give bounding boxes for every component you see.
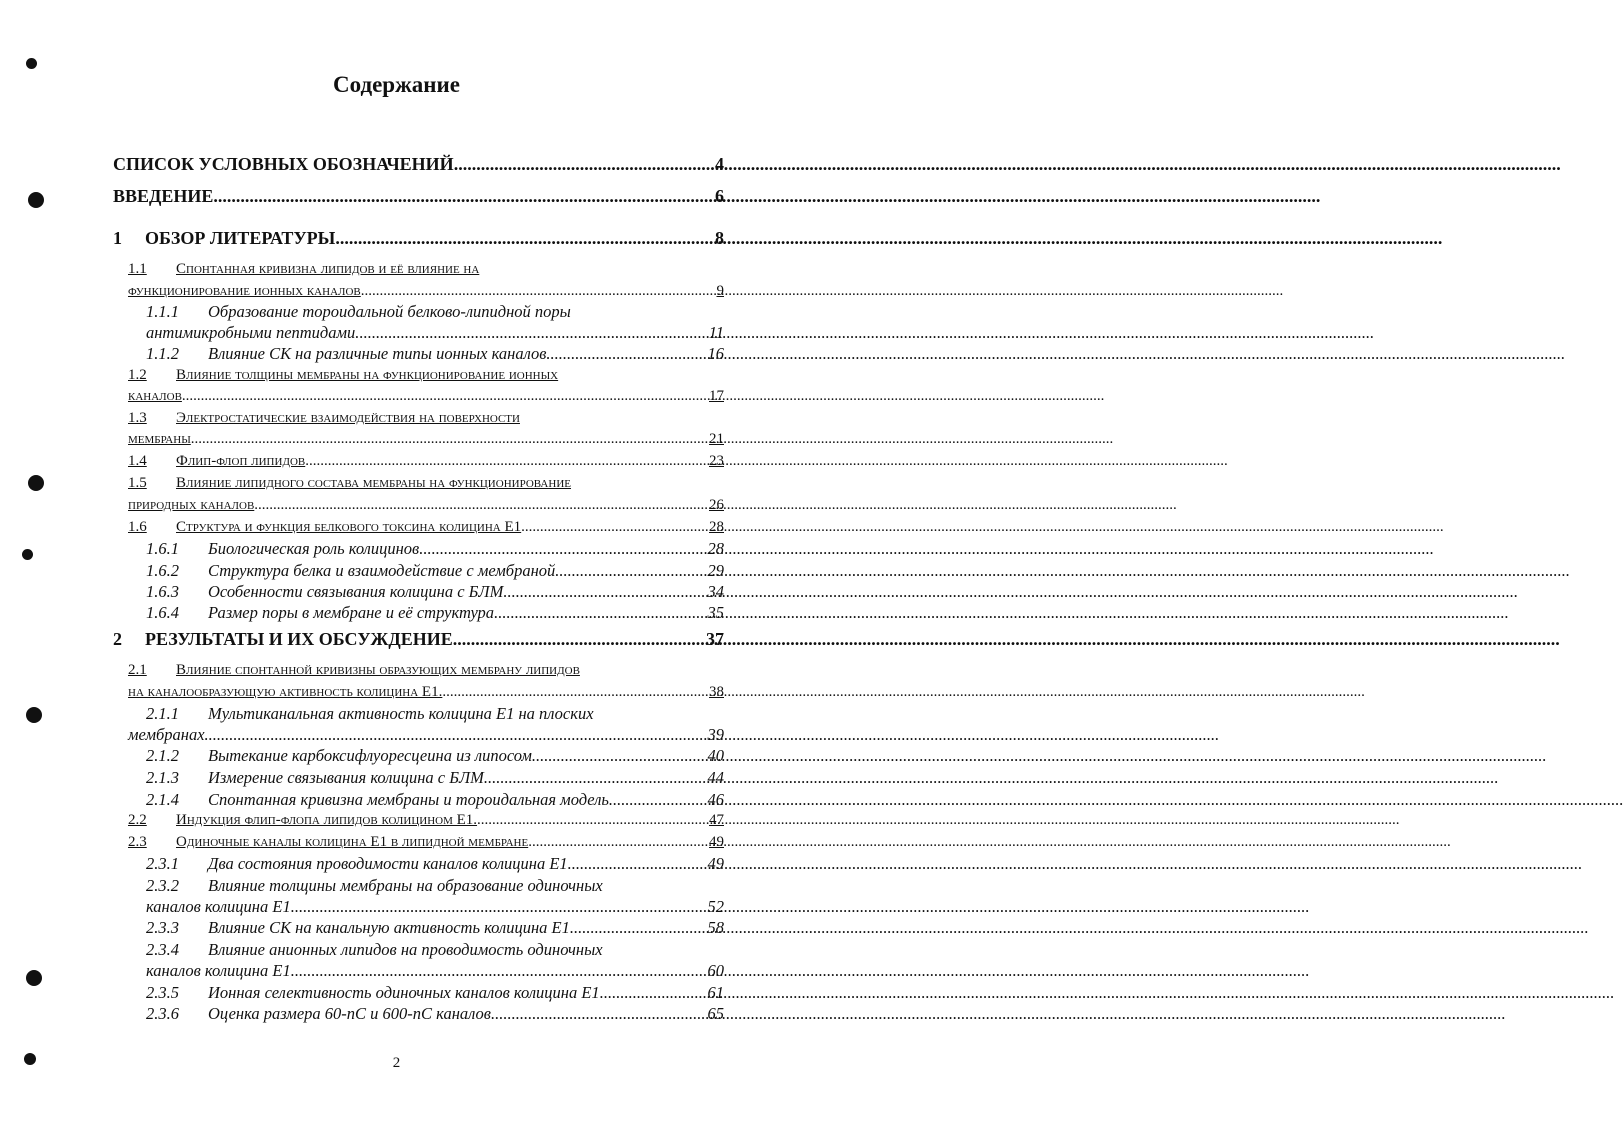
toc-leader xyxy=(494,602,707,623)
toc-entry-title: Флип-флоп липидов xyxy=(176,453,306,469)
toc-entry-number: 2.2 xyxy=(128,812,147,828)
toc-page: 40 xyxy=(707,746,724,765)
toc-entry-number: 1.1 xyxy=(128,261,147,277)
toc-entry-number: 1.6.4 xyxy=(146,603,179,622)
toc-entry-title: антимикробными пептидами. xyxy=(146,323,360,342)
toc-entry-number: 2.3.6 xyxy=(146,1004,179,1023)
toc-leader xyxy=(609,789,708,810)
toc-entry-number: 1.6.2 xyxy=(146,561,179,580)
toc-leader xyxy=(205,724,708,745)
toc-entry-title: Влияние анионных липидов на проводимость одиночных xyxy=(208,940,603,959)
toc-page: 21 xyxy=(709,431,724,447)
toc-entry-title: Особенности связывания колицина с БЛМ xyxy=(208,582,504,601)
toc-entry-number: 2.3.2 xyxy=(146,876,179,895)
toc-entry-number: 2.1 xyxy=(128,662,147,678)
toc-entry-number: 1.4 xyxy=(128,453,147,469)
toc-entry-number: 1.1.2 xyxy=(146,344,179,363)
toc-entry-title: Влияние спонтанной кривизны образующих мембрану липидов xyxy=(176,662,580,678)
toc-entry-number: 2.3 xyxy=(128,834,147,850)
toc-entry-title: Два состояния проводимости каналов колицина Е1 xyxy=(208,854,568,873)
toc-entry[interactable] xyxy=(128,810,724,831)
toc-entry-number: 1.2 xyxy=(128,367,147,383)
toc-page: 37 xyxy=(706,629,724,649)
toc-entry-continuation[interactable] xyxy=(128,495,724,516)
toc-leader xyxy=(503,581,707,602)
toc-page: 35 xyxy=(707,603,724,622)
toc-entry[interactable] xyxy=(128,451,724,472)
toc-leader xyxy=(521,517,709,538)
toc-entry-title: Влияние СК на различные типы ионных каналов. xyxy=(208,344,551,363)
toc-entry-title: мембраны xyxy=(128,431,191,447)
toc-entry-number: 1.6 xyxy=(128,519,147,535)
toc-entry-continuation[interactable] xyxy=(128,386,724,407)
toc-leader xyxy=(182,386,709,407)
toc-entry-number: 1.3 xyxy=(128,410,147,426)
toc-entry[interactable] xyxy=(146,538,724,559)
toc-entry[interactable] xyxy=(128,408,520,429)
toc-entry[interactable] xyxy=(113,629,724,650)
toc-entry[interactable] xyxy=(146,853,724,874)
toc-entry[interactable] xyxy=(146,767,724,788)
toc-entry-continuation[interactable] xyxy=(128,429,724,450)
toc-entry-number: 1.5 xyxy=(128,475,147,491)
toc-entry-title: Измерение связывания колицина с БЛМ xyxy=(208,768,484,787)
toc-leader xyxy=(419,538,707,559)
toc-entry-title: Индукция флип-флопа липидов колицином Е1. xyxy=(176,812,478,828)
toc-entry-title: Структура и функция белкового токсина колицина Е1 xyxy=(176,519,522,535)
toc-leader xyxy=(600,982,708,1003)
toc-entry[interactable] xyxy=(146,1003,724,1024)
toc-leader xyxy=(335,228,715,249)
toc-entry[interactable] xyxy=(146,602,724,623)
toc-leader xyxy=(361,281,717,302)
toc-page: 17 xyxy=(709,388,724,404)
toc-entry-number: 2 xyxy=(113,629,122,649)
toc-leader xyxy=(491,1003,708,1024)
toc-entry-title: Влияние СК на канальную активность колицина Е1. xyxy=(208,918,574,937)
toc-entry-title: Вытекание карбоксифлуоресцеина из липосом xyxy=(208,746,532,765)
toc-entry-title: Влияние липидного состава мембраны на функционирование xyxy=(176,475,571,491)
toc-page: 38 xyxy=(709,684,724,700)
toc-entry-title: Одиночные каналы колицина Е1 в липидной мембране xyxy=(176,834,529,850)
toc-entry-continuation[interactable] xyxy=(128,724,724,745)
toc-page: 29 xyxy=(707,561,724,580)
toc-entry-number: 2.3.4 xyxy=(146,940,179,959)
toc-entry[interactable] xyxy=(128,832,724,853)
toc-leader xyxy=(477,810,709,831)
toc-page: 4 xyxy=(715,154,724,174)
toc-entry-number: 2.1.2 xyxy=(146,746,179,765)
toc-entry[interactable] xyxy=(128,473,571,494)
toc-page: 34 xyxy=(707,582,724,601)
table-of-contents xyxy=(0,0,793,1124)
toc-entry[interactable] xyxy=(146,581,724,602)
toc-entry-title: Влияние толщины мембраны на образование одиночных xyxy=(208,876,603,895)
toc-entry[interactable] xyxy=(113,186,724,207)
toc-leader xyxy=(574,917,708,938)
toc-entry-number: 1.1.1 xyxy=(146,302,179,321)
toc-entry-title: Спонтанная кривизна липидов и её влияние на xyxy=(176,261,480,277)
toc-leader xyxy=(532,745,708,766)
toc-entry-continuation[interactable] xyxy=(146,322,724,343)
toc-leader xyxy=(305,451,709,472)
toc-entry-title: Образование тороидальной белково-липидной поры xyxy=(208,302,571,321)
toc-page: 16 xyxy=(707,344,724,363)
toc-entry[interactable] xyxy=(146,982,724,1003)
toc-entry-number: 1.6.1 xyxy=(146,539,179,558)
toc-leader xyxy=(555,560,707,581)
toc-leader xyxy=(568,853,708,874)
toc-entry[interactable] xyxy=(128,365,558,386)
toc-entry-title: Электростатические взаимодействия на поверхности xyxy=(176,410,520,426)
toc-entry[interactable] xyxy=(146,703,594,724)
toc-leader xyxy=(213,186,715,207)
toc-leader xyxy=(191,429,709,450)
toc-leader xyxy=(551,343,708,364)
toc-entry[interactable] xyxy=(146,301,571,322)
toc-entry[interactable] xyxy=(146,789,724,810)
toc-entry-continuation[interactable] xyxy=(146,896,724,917)
toc-page: 26 xyxy=(709,497,724,513)
toc-entry-continuation[interactable] xyxy=(146,960,724,981)
page-number: 2 xyxy=(392,1055,401,1071)
toc-entry-title: Ионная селективность одиночных каналов колицина Е1 xyxy=(208,983,600,1002)
toc-entry[interactable] xyxy=(146,745,724,766)
toc-entry-title: Спонтанная кривизна мембраны и тороидальная модель xyxy=(208,790,609,809)
toc-entry-number: 2.3.3 xyxy=(146,918,179,937)
toc-page: 49 xyxy=(707,854,724,873)
toc-entry-title: каналов колицина Е1. xyxy=(146,961,295,980)
toc-entry-number: 1.6.3 xyxy=(146,582,179,601)
toc-entry-title: ВВЕДЕНИЕ xyxy=(113,186,214,206)
toc-entry-title: Оценка размера 60-пС и 600-пС каналов xyxy=(208,1004,491,1023)
toc-entry[interactable] xyxy=(128,259,479,280)
toc-entry-number: 2.1.4 xyxy=(146,790,179,809)
toc-entry-continuation[interactable] xyxy=(128,281,724,302)
toc-entry-continuation[interactable] xyxy=(128,682,724,703)
toc-page: 60 xyxy=(707,961,724,980)
toc-page: 23 xyxy=(709,453,724,469)
toc-entry-number: 2.1.1 xyxy=(146,704,179,723)
toc-page: 44 xyxy=(707,768,724,787)
toc-entry-title: Структура белка и взаимодействие с мембраной xyxy=(208,561,556,580)
toc-entry-title: мембранах xyxy=(128,725,205,744)
toc-page: 9 xyxy=(716,283,724,299)
toc-entry-number: 2.3.1 xyxy=(146,854,179,873)
toc-leader xyxy=(453,629,706,650)
toc-entry[interactable] xyxy=(146,917,724,938)
toc-leader xyxy=(359,322,708,343)
toc-entry-title: природных каналов xyxy=(128,497,255,513)
toc-entry[interactable] xyxy=(128,517,724,538)
toc-entry-number: 2.1.3 xyxy=(146,768,179,787)
toc-page: 28 xyxy=(709,519,724,535)
toc-leader xyxy=(528,832,709,853)
toc-page: 6 xyxy=(715,186,724,206)
toc-leader xyxy=(295,960,708,981)
toc-entry[interactable] xyxy=(146,875,603,896)
toc-leader xyxy=(484,767,708,788)
toc-entry-title: Размер поры в мембране и её структура xyxy=(208,603,495,622)
toc-entry[interactable] xyxy=(146,939,603,960)
toc-page: 39 xyxy=(707,725,724,744)
toc-entry-title: Биологическая роль колицинов xyxy=(208,539,420,558)
toc-entry-title: СПИСОК УСЛОВНЫХ ОБОЗНАЧЕНИЙ xyxy=(113,154,454,174)
toc-page: 65 xyxy=(707,1004,724,1023)
toc-entry[interactable] xyxy=(146,343,724,364)
toc-entry[interactable] xyxy=(128,660,580,681)
toc-leader xyxy=(295,896,708,917)
toc-page: 11 xyxy=(708,323,724,342)
toc-page: 52 xyxy=(707,897,724,916)
toc-entry-title: функционирование ионных каналов xyxy=(128,283,361,299)
toc-leader xyxy=(454,154,715,175)
toc-entry[interactable] xyxy=(146,560,724,581)
toc-page: 47 xyxy=(709,812,724,828)
toc-page: 46 xyxy=(707,790,724,809)
toc-leader xyxy=(442,682,709,703)
page-title: Содержание xyxy=(333,72,460,97)
toc-page: 49 xyxy=(709,834,724,850)
toc-page: 8 xyxy=(715,228,724,248)
toc-entry-title: каналов xyxy=(128,388,182,404)
toc-entry-title: каналов колицина Е1. xyxy=(146,897,295,916)
toc-entry-number: 2.3.5 xyxy=(146,983,179,1002)
toc-entry-number: 1 xyxy=(113,228,122,248)
toc-entry-title: на каналообразующую активность колицина Е1. xyxy=(128,684,443,700)
toc-page: 58 xyxy=(707,918,724,937)
toc-entry-title: Влияние толщины мембраны на функционирование ионных xyxy=(176,367,559,383)
toc-entry[interactable] xyxy=(113,154,724,175)
toc-entry-title: ОБЗОР ЛИТЕРАТУРЫ xyxy=(145,228,336,248)
toc-page: 61 xyxy=(707,983,724,1002)
toc-entry-title: Мультиканальная активность колицина Е1 на плоских xyxy=(208,704,594,723)
toc-entry[interactable] xyxy=(113,228,724,249)
toc-leader xyxy=(254,495,709,516)
toc-page: 28 xyxy=(707,539,724,558)
toc-entry-title: РЕЗУЛЬТАТЫ И ИХ ОБСУЖДЕНИЕ xyxy=(145,629,453,649)
